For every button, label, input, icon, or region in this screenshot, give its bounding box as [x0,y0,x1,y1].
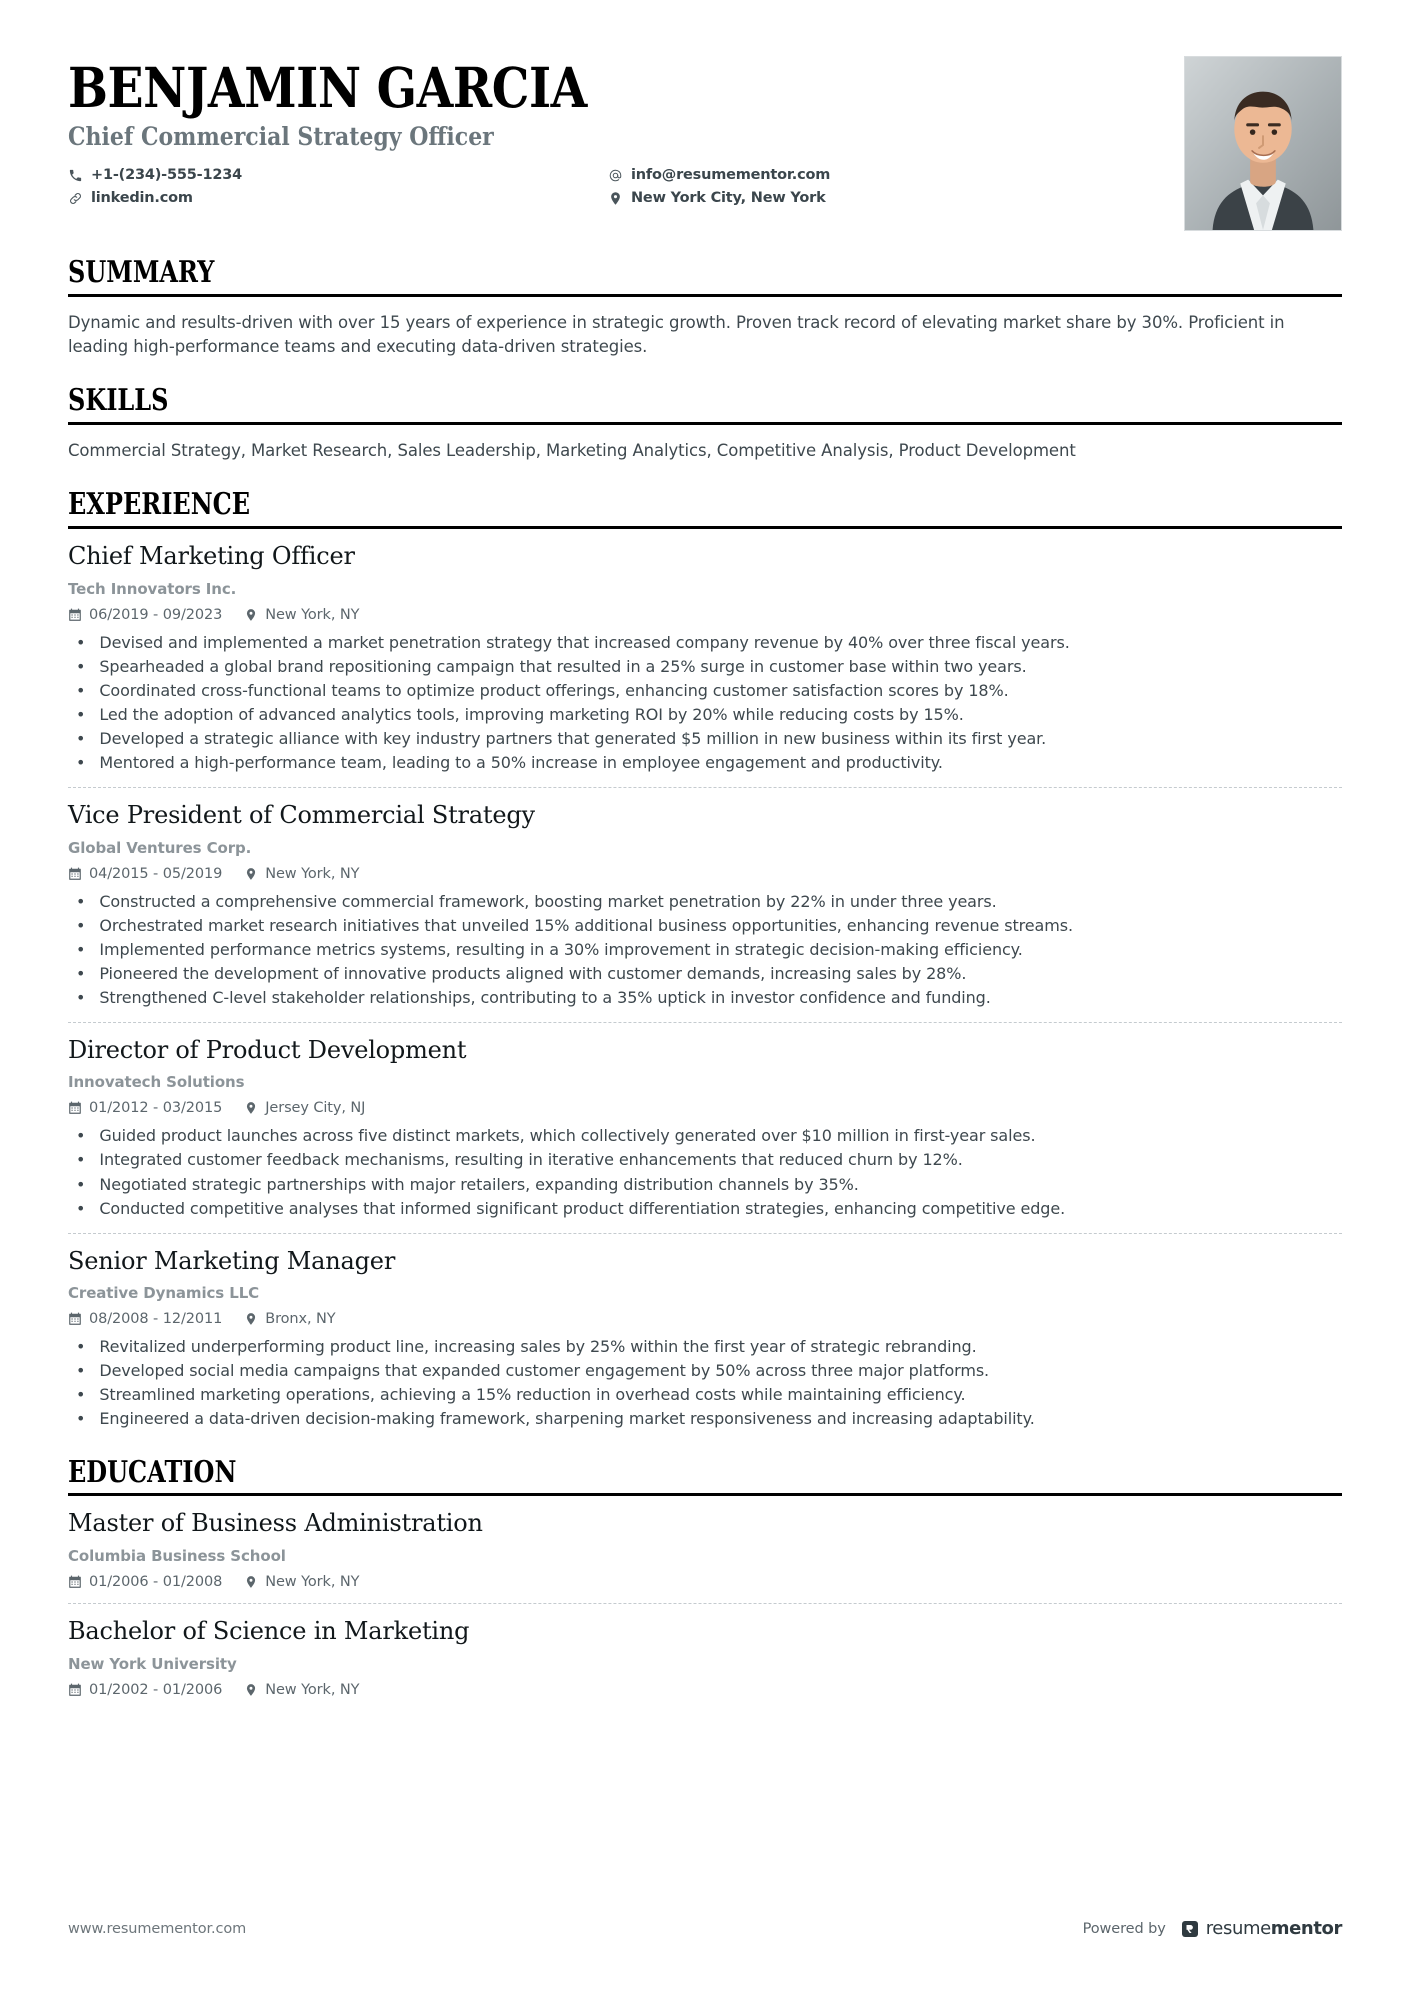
section-rule [68,422,1342,425]
education-entry-list [68,1496,1342,1698]
entry-bullet [68,1197,1342,1220]
calendar-icon [68,867,82,881]
experience-entry [68,787,1342,1009]
entry-bullet [68,962,1342,985]
entry-bullet-text: Engineered a data-driven decision-making framework, sharpening market responsiveness and increasing adaptability. [99,1409,1035,1429]
bullet-marker-icon: • [76,987,86,1007]
section-skills [68,385,1342,463]
contact-email[interactable] [608,167,1184,183]
entry-bullet [68,986,1342,1009]
experience-entry [68,1022,1342,1220]
experience-entry-organization: Creative Dynamics LLC [68,1284,260,1303]
section-rule [68,294,1342,297]
experience-entry-title: Director of Product Development [68,1035,467,1064]
experience-entry-meta [68,1311,1342,1327]
education-entry-meta [68,1682,1342,1698]
bullet-marker-icon: • [76,915,86,935]
entry-date-range [68,1311,222,1327]
entry-bullet [68,1124,1342,1147]
entry-location [244,1311,335,1327]
entry-bullet [68,679,1342,702]
entry-date-range-value: 01/2006 - 01/2008 [89,1573,223,1590]
entry-bullet [68,655,1342,678]
experience-entry-list [68,529,1342,1431]
bullet-marker-icon: • [76,939,86,959]
map-pin-icon [244,867,258,881]
section-title-skills: SKILLS [68,383,169,419]
section-education [68,1454,1342,1698]
link-icon [68,191,83,206]
entry-location [244,1100,365,1116]
entry-bullet-text: Devised and implemented a market penetration strategy that increased company revenue by 40% over three fiscal years. [99,632,1070,652]
entry-bullet-text: Constructed a comprehensive commercial framework, boosting market penetration by 22% in under three years. [99,891,997,911]
entry-bullet-list [68,1335,1342,1430]
bullet-marker-icon: • [76,728,86,748]
entry-bullet-text: Negotiated strategic partnerships with major retailers, expanding distribution channels by 35%. [99,1174,859,1194]
experience-entry-title: Vice President of Commercial Strategy [68,800,535,829]
contact-phone-value: +1-(234)-555-1234 [91,167,243,184]
entry-location [244,607,359,623]
education-entry-title: Bachelor of Science in Marketing [68,1616,470,1645]
phone-icon [68,168,83,183]
contact-list [68,167,1184,206]
entry-date-range [68,607,222,623]
map-pin-icon [608,191,623,206]
section-experience [68,489,1342,1430]
entry-date-range-value: 04/2015 - 05/2019 [89,865,223,882]
resumementor-logo [1180,1918,1342,1939]
bullet-marker-icon: • [76,752,86,772]
entry-bullet [68,751,1342,774]
entry-bullet [68,890,1342,913]
entry-bullet-text: Revitalized underperforming product line, increasing sales by 25% within the first year of strategic rebranding. [99,1337,977,1357]
candidate-name: BENJAMIN GARCIA [68,55,587,120]
page-footer [68,1918,1342,1939]
education-entry-title: Master of Business Administration [68,1509,483,1537]
education-entry [68,1496,1342,1590]
entry-date-range [68,1682,222,1698]
education-entry [68,1603,1342,1698]
brand-text-light: resume [1205,1918,1271,1939]
calendar-icon [68,1683,82,1697]
header-text-block [68,56,1184,206]
entry-bullet [68,1148,1342,1171]
entry-location-value: Jersey City, NJ [265,1100,366,1117]
entry-date-range [68,1100,222,1116]
bullet-marker-icon: • [76,1198,86,1218]
resume-header [68,48,1342,231]
logo-mark-icon [1180,1919,1200,1939]
bullet-marker-icon: • [76,1337,86,1357]
entry-date-range [68,866,222,882]
entry-bullet-text: Streamlined marketing operations, achieving a 15% reduction in overhead costs while maintaining efficiency. [99,1385,966,1405]
entry-location-value: New York, NY [265,606,360,623]
entry-location-value: New York, NY [265,1681,360,1698]
bullet-marker-icon: • [76,680,86,700]
calendar-icon [68,1101,82,1115]
entry-bullet-text: Spearheaded a global brand repositioning campaign that resulted in a 25% surge in customer base within two years. [99,656,1027,676]
contact-email-value: info@resumementor.com [631,167,831,184]
calendar-icon [68,608,82,622]
entry-date-range-value: 06/2019 - 09/2023 [89,606,223,623]
education-entry-organization: Columbia Business School [68,1546,286,1565]
bullet-marker-icon: • [76,1409,86,1429]
entry-bullet [68,1383,1342,1406]
section-summary [68,257,1342,359]
bullet-marker-icon: • [76,1385,86,1405]
skills-text: Commercial Strategy, Market Research, Sales Leadership, Marketing Analytics, Competitive Analysis, Product Development [68,440,1076,460]
entry-bullet [68,1407,1342,1430]
at-sign-icon [608,168,623,183]
education-entry-organization: New York University [68,1654,237,1673]
map-pin-icon [244,608,258,622]
entry-bullet-text: Pioneered the development of innovative products aligned with customer demands, increasing sales by 28%. [99,963,967,983]
bullet-marker-icon: • [76,1126,86,1146]
summary-text: Dynamic and results-driven with over 15 years of experience in strategic growth. Proven track record of elevating market share by 30%. Proficient in leading high-performance teams and executing data-driven strategies. [68,312,1285,356]
entry-bullet [68,631,1342,654]
education-entry-meta [68,1574,1342,1590]
bullet-marker-icon: • [76,1361,86,1381]
contact-location[interactable] [608,190,1184,206]
section-title-summary: SUMMARY [68,255,215,290]
experience-entry-meta [68,1100,1342,1116]
contact-linkedin-value: linkedin.com [91,190,193,207]
entry-bullet [68,1359,1342,1382]
bullet-marker-icon: • [76,656,86,676]
map-pin-icon [244,1312,258,1326]
entry-date-range-value: 08/2008 - 12/2011 [89,1311,223,1328]
section-title-experience: EXPERIENCE [68,487,251,523]
bullet-marker-icon: • [76,704,86,724]
experience-entry [68,1233,1342,1431]
entry-bullet-text: Guided product launches across five distinct markets, which collectively generated over $10 million in first-year sales. [99,1126,1036,1146]
bullet-marker-icon: • [76,963,86,983]
entry-location [244,1574,359,1590]
entry-location-value: New York, NY [265,865,360,882]
entry-location-value: Bronx, NY [265,1311,336,1328]
entry-bullet [68,1173,1342,1196]
map-pin-icon [244,1575,258,1589]
entry-bullet-text: Developed a strategic alliance with key industry partners that generated $5 million in new business within its first year. [99,728,1047,748]
entry-location [244,866,359,882]
entry-bullet-text: Mentored a high-performance team, leading to a 50% increase in employee engagement and productivity. [99,752,943,772]
avatar [1184,56,1342,231]
entry-bullet-text: Coordinated cross-functional teams to optimize product offerings, enhancing customer satisfaction scores by 18%. [99,680,1009,700]
experience-entry-organization: Global Ventures Corp. [68,838,252,857]
entry-date-range-value: 01/2012 - 03/2015 [89,1100,223,1117]
entry-bullet-text: Orchestrated market research initiatives that unveiled 15% additional business opportunities, enhancing revenue streams. [99,915,1073,935]
brand-text-bold: mentor [1270,1918,1342,1939]
brand-wordmark [1206,1918,1342,1939]
bullet-marker-icon: • [76,632,86,652]
entry-bullet [68,938,1342,961]
entry-bullet-text: Integrated customer feedback mechanisms, resulting in iterative enhancements that reduced churn by 12%. [99,1150,963,1170]
bullet-marker-icon: • [76,891,86,911]
contact-phone[interactable] [68,167,608,183]
experience-entry-meta [68,866,1342,882]
entry-bullet-list [68,631,1342,774]
entry-bullet [68,914,1342,937]
experience-entry-organization: Innovatech Solutions [68,1073,245,1092]
entry-bullet [68,1335,1342,1358]
entry-bullet-list [68,1124,1342,1219]
entry-location [244,1682,359,1698]
map-pin-icon [244,1101,258,1115]
entry-bullet-text: Conducted competitive analyses that informed significant product differentiation strategies, enhancing competitive edge. [99,1198,1066,1218]
calendar-icon [68,1312,82,1326]
contact-linkedin[interactable] [68,190,608,206]
calendar-icon [68,1575,82,1589]
entry-date-range-value: 01/2002 - 01/2006 [89,1681,223,1698]
entry-bullet-list [68,890,1342,1009]
entry-bullet-text: Implemented performance metrics systems, resulting in a 30% improvement in strategic decision-making efficiency. [99,939,1023,959]
map-pin-icon [244,1683,258,1697]
entry-bullet [68,727,1342,750]
entry-location-value: New York, NY [265,1573,360,1590]
bullet-marker-icon: • [76,1174,86,1194]
bullet-marker-icon: • [76,1150,86,1170]
entry-bullet-text: Developed social media campaigns that expanded customer engagement by 50% across three major platforms. [99,1361,990,1381]
entry-date-range [68,1574,222,1590]
entry-bullet-text: Led the adoption of advanced analytics tools, improving marketing ROI by 20% while reducing costs by 15%. [99,704,964,724]
footer-branding [1083,1918,1342,1939]
experience-entry-organization: Tech Innovators Inc. [68,579,237,598]
contact-location-value: New York City, New York [631,190,826,207]
powered-by-label: Powered by [1082,1920,1166,1937]
section-title-education: EDUCATION [68,1454,237,1490]
entry-bullet-text: Strengthened C-level stakeholder relationships, contributing to a 35% uptick in investor confidence and funding. [99,987,991,1007]
candidate-job-title: Chief Commercial Strategy Officer [68,122,494,152]
experience-entry-title: Senior Marketing Manager [68,1246,396,1275]
experience-entry-meta [68,607,1342,623]
footer-url[interactable]: www.resumementor.com [68,1920,247,1937]
entry-bullet [68,703,1342,726]
experience-entry [68,529,1342,774]
experience-entry-title: Chief Marketing Officer [68,541,355,570]
